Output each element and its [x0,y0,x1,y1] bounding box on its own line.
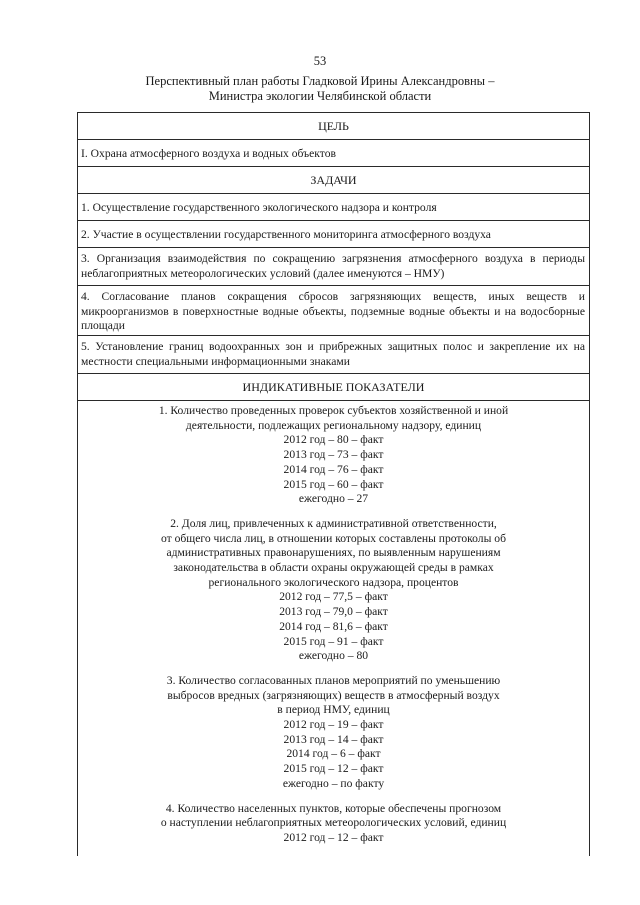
indicator-title: 1. Количество проведенных проверок субъектов хозяйственной и иной деятельности, подлежащих региональному надзору, единиц [158,404,509,432]
page-number: 53 [313,54,327,68]
indicator-4 [78,802,589,846]
plan-table [77,112,590,856]
document-title [0,74,640,104]
indicator-value: 2014 год – 76 – факт [283,462,384,476]
indicator-title: 2. Доля лиц, привлеченных к административной ответственности, от общего числа лиц, в отношении которых составлены протоколы об административных правонарушениях, по выявленным нарушениям законодательства в области охраны окружающей среды в рамках регионального экологического надзора, процентов [161,516,506,589]
indicator-3 [78,674,589,792]
indicator-value: 2014 год – 6 – факт [286,747,381,761]
indicator-title: 3. Количество согласованных планов мероприятий по уменьшению выбросов вредных (загрязняющих) веществ в атмосферный воздух в период НМУ, единиц [166,673,501,717]
indicator-value: 2015 год – 91 – факт [283,634,384,648]
task-item-3: 3. Организация взаимодействия по сокращению загрязнения атмосферного воздуха в периоды неблагоприятных метеорологических условий (далее именуются – НМУ) [78,248,589,286]
indicator-title: 4. Количество населенных пунктов, которые обеспечены прогнозом о наступлении неблагоприятных метеорологических условий, единиц [160,801,507,830]
indicator-value: 2015 год – 60 – факт [283,477,384,491]
indicator-value: 2012 год – 12 – факт [283,830,384,844]
tasks-header: ЗАДАЧИ [78,167,589,194]
title-line-1: Перспективный план работы Гладковой Ирины Александровны – [145,74,495,88]
indicator-value: 2013 год – 14 – факт [283,732,384,746]
goal-text: I. Охрана атмосферного воздуха и водных объектов [78,140,589,167]
indicator-value: 2014 год – 81,6 – факт [279,619,388,633]
title-line-2: Министра экологии Челябинской области [208,89,432,103]
goal-header: ЦЕЛЬ [78,113,589,140]
indicator-value: 2015 год – 12 – факт [283,762,384,776]
indicator-value: ежегодно – по факту [282,776,385,790]
indicator-1 [78,404,589,507]
indicator-value: 2013 год – 79,0 – факт [279,605,388,619]
task-item-2: 2. Участие в осуществлении государственного мониторинга атмосферного воздуха [78,221,589,248]
task-item-5: 5. Установление границ водоохранных зон и прибрежных защитных полос и закрепление их на местности специальными информационными знаками [78,336,589,374]
indicators-header: ИНДИКАТИВНЫЕ ПОКАЗАТЕЛИ [78,374,589,401]
indicator-2 [78,517,589,664]
task-item-4: 4. Согласование планов сокращения сбросов загрязняющих веществ, иных веществ и микроорганизмов в поверхностные водные объекты, подземные водные объекты и на водосборные площади [78,286,589,336]
indicator-value: 2012 год – 19 – факт [283,718,384,732]
indicator-value: 2012 год – 80 – факт [283,433,384,447]
indicator-value: ежегодно – 27 [298,492,369,506]
indicator-value: 2013 год – 73 – факт [283,448,384,462]
indicators-list [78,401,589,846]
task-item-1: 1. Осуществление государственного экологического надзора и контроля [78,194,589,221]
indicator-value: ежегодно – 80 [298,649,369,663]
indicator-value: 2012 год – 77,5 – факт [279,590,388,604]
